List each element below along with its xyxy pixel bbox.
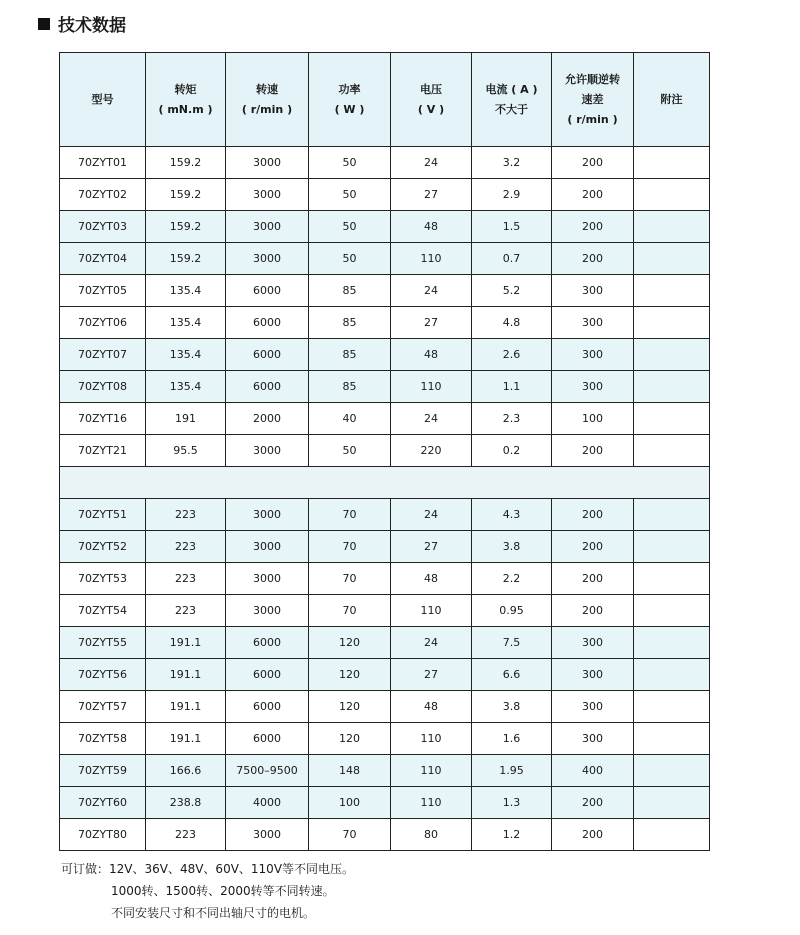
- cell-model: 70ZYT55: [60, 627, 146, 659]
- cell-remark: [634, 531, 710, 563]
- cell-current: 7.5: [472, 627, 552, 659]
- cell-speed: 3000: [226, 499, 309, 531]
- cell-voltage: 48: [391, 691, 472, 723]
- cell-speed: 3000: [226, 531, 309, 563]
- cell-torque: 223: [146, 499, 226, 531]
- cell-diff: 200: [552, 563, 634, 595]
- cell-model: 70ZYT06: [60, 307, 146, 339]
- cell-remark: [634, 595, 710, 627]
- cell-voltage: 110: [391, 755, 472, 787]
- header-torque: 转矩 ( mN.m ): [146, 53, 226, 147]
- cell-speed: 3000: [226, 243, 309, 275]
- header-power: 功率 ( W ): [309, 53, 391, 147]
- cell-diff: 200: [552, 243, 634, 275]
- cell-speed: 6000: [226, 307, 309, 339]
- table-body: [60, 147, 710, 851]
- section-title-text: 技术数据: [58, 16, 126, 36]
- cell-model: 70ZYT16: [60, 403, 146, 435]
- cell-voltage: 48: [391, 211, 472, 243]
- table-row: [60, 275, 710, 307]
- cell-model: 70ZYT60: [60, 787, 146, 819]
- cell-voltage: 48: [391, 339, 472, 371]
- cell-current: 2.2: [472, 563, 552, 595]
- cell-voltage: 24: [391, 147, 472, 179]
- cell-power: 85: [309, 371, 391, 403]
- cell-current: 1.95: [472, 755, 552, 787]
- cell-torque: 238.8: [146, 787, 226, 819]
- cell-speed: 6000: [226, 339, 309, 371]
- cell-diff: 300: [552, 627, 634, 659]
- table-row: [60, 563, 710, 595]
- cell-power: 120: [309, 723, 391, 755]
- cell-current: 1.2: [472, 819, 552, 851]
- cell-speed: 6000: [226, 723, 309, 755]
- table-row: [60, 595, 710, 627]
- cell-power: 50: [309, 211, 391, 243]
- cell-current: 3.8: [472, 531, 552, 563]
- cell-remark: [634, 243, 710, 275]
- table-row: [60, 531, 710, 563]
- table-row: [60, 339, 710, 371]
- cell-model: 70ZYT01: [60, 147, 146, 179]
- square-bullet-icon: [38, 18, 50, 30]
- table-row: [60, 691, 710, 723]
- cell-diff: 300: [552, 371, 634, 403]
- table-row: [60, 147, 710, 179]
- cell-current: 3.2: [472, 147, 552, 179]
- cell-voltage: 24: [391, 627, 472, 659]
- cell-voltage: 27: [391, 179, 472, 211]
- cell-diff: 200: [552, 787, 634, 819]
- cell-torque: 223: [146, 531, 226, 563]
- cell-model: 70ZYT52: [60, 531, 146, 563]
- cell-power: 70: [309, 595, 391, 627]
- cell-power: 70: [309, 531, 391, 563]
- table-row: [60, 755, 710, 787]
- header-speed-diff: 允许顺逆转 速差 ( r/min ): [552, 53, 634, 147]
- cell-voltage: 110: [391, 723, 472, 755]
- cell-torque: 166.6: [146, 755, 226, 787]
- cell-remark: [634, 339, 710, 371]
- cell-current: 0.95: [472, 595, 552, 627]
- table-row: [60, 627, 710, 659]
- cell-current: 2.3: [472, 403, 552, 435]
- cell-diff: 300: [552, 275, 634, 307]
- cell-speed: 6000: [226, 371, 309, 403]
- cell-model: 70ZYT08: [60, 371, 146, 403]
- cell-current: 0.7: [472, 243, 552, 275]
- cell-voltage: 110: [391, 371, 472, 403]
- cell-remark: [634, 659, 710, 691]
- cell-model: 70ZYT54: [60, 595, 146, 627]
- cell-voltage: 110: [391, 243, 472, 275]
- cell-power: 70: [309, 563, 391, 595]
- table-row: [60, 371, 710, 403]
- cell-power: 120: [309, 627, 391, 659]
- table-row: [60, 179, 710, 211]
- cell-torque: 191.1: [146, 627, 226, 659]
- table-row: [60, 819, 710, 851]
- cell-power: 120: [309, 691, 391, 723]
- cell-speed: 3000: [226, 147, 309, 179]
- cell-diff: 200: [552, 211, 634, 243]
- cell-power: 120: [309, 659, 391, 691]
- cell-model: 70ZYT80: [60, 819, 146, 851]
- cell-model: 70ZYT58: [60, 723, 146, 755]
- cell-diff: 200: [552, 595, 634, 627]
- cell-diff: 300: [552, 659, 634, 691]
- header-voltage: 电压 ( V ): [391, 53, 472, 147]
- note-line-2: 1000转、1500转、2000转等不同转速。: [111, 884, 335, 898]
- cell-current: 6.6: [472, 659, 552, 691]
- cell-current: 1.1: [472, 371, 552, 403]
- table-row: [60, 403, 710, 435]
- cell-speed: 4000: [226, 787, 309, 819]
- cell-voltage: 24: [391, 499, 472, 531]
- cell-power: 50: [309, 179, 391, 211]
- cell-voltage: 48: [391, 563, 472, 595]
- cell-torque: 159.2: [146, 179, 226, 211]
- cell-torque: 135.4: [146, 339, 226, 371]
- cell-diff: 200: [552, 819, 634, 851]
- cell-voltage: 80: [391, 819, 472, 851]
- cell-torque: 191.1: [146, 659, 226, 691]
- cell-speed: 6000: [226, 691, 309, 723]
- cell-torque: 159.2: [146, 211, 226, 243]
- cell-diff: 200: [552, 147, 634, 179]
- cell-diff: 200: [552, 499, 634, 531]
- cell-model: 70ZYT03: [60, 211, 146, 243]
- cell-model: 70ZYT57: [60, 691, 146, 723]
- cell-voltage: 27: [391, 531, 472, 563]
- cell-power: 100: [309, 787, 391, 819]
- cell-current: 1.3: [472, 787, 552, 819]
- cell-torque: 223: [146, 819, 226, 851]
- cell-power: 50: [309, 243, 391, 275]
- cell-speed: 3000: [226, 595, 309, 627]
- cell-current: 4.8: [472, 307, 552, 339]
- cell-remark: [634, 179, 710, 211]
- cell-current: 2.9: [472, 179, 552, 211]
- cell-diff: 400: [552, 755, 634, 787]
- cell-speed: 7500–9500: [226, 755, 309, 787]
- note-line-3: 不同安装尺寸和不同出轴尺寸的电机。: [111, 906, 316, 920]
- cell-remark: [634, 371, 710, 403]
- cell-remark: [634, 691, 710, 723]
- cell-remark: [634, 627, 710, 659]
- note-line-1: 可订做：12V、36V、48V、60V、110V等不同电压。: [61, 862, 355, 876]
- cell-remark: [634, 723, 710, 755]
- cell-diff: 300: [552, 339, 634, 371]
- cell-torque: 159.2: [146, 147, 226, 179]
- cell-remark: [634, 435, 710, 467]
- cell-power: 40: [309, 403, 391, 435]
- cell-speed: 3000: [226, 819, 309, 851]
- cell-power: 148: [309, 755, 391, 787]
- cell-power: 85: [309, 307, 391, 339]
- cell-diff: 100: [552, 403, 634, 435]
- cell-model: 70ZYT51: [60, 499, 146, 531]
- table-row: [60, 211, 710, 243]
- table-row: [60, 723, 710, 755]
- cell-model: 70ZYT59: [60, 755, 146, 787]
- table-row: [60, 659, 710, 691]
- cell-current: 1.5: [472, 211, 552, 243]
- cell-speed: 3000: [226, 179, 309, 211]
- cell-model: 70ZYT05: [60, 275, 146, 307]
- cell-torque: 223: [146, 595, 226, 627]
- cell-torque: 135.4: [146, 371, 226, 403]
- cell-torque: 135.4: [146, 307, 226, 339]
- cell-diff: 300: [552, 723, 634, 755]
- cell-current: 1.6: [472, 723, 552, 755]
- table-header-row: [60, 53, 710, 147]
- cell-voltage: 220: [391, 435, 472, 467]
- cell-model: 70ZYT02: [60, 179, 146, 211]
- custom-order-notes: [61, 858, 354, 924]
- cell-remark: [634, 307, 710, 339]
- cell-model: 70ZYT04: [60, 243, 146, 275]
- cell-remark: [634, 403, 710, 435]
- cell-diff: 300: [552, 691, 634, 723]
- cell-torque: 95.5: [146, 435, 226, 467]
- cell-power: 70: [309, 499, 391, 531]
- cell-torque: 135.4: [146, 275, 226, 307]
- separator-cell: [60, 467, 710, 499]
- cell-model: 70ZYT07: [60, 339, 146, 371]
- cell-voltage: 24: [391, 403, 472, 435]
- table-row: [60, 499, 710, 531]
- cell-current: 0.2: [472, 435, 552, 467]
- cell-power: 70: [309, 819, 391, 851]
- cell-remark: [634, 787, 710, 819]
- cell-power: 85: [309, 275, 391, 307]
- cell-power: 50: [309, 435, 391, 467]
- cell-current: 5.2: [472, 275, 552, 307]
- cell-torque: 191.1: [146, 723, 226, 755]
- cell-speed: 2000: [226, 403, 309, 435]
- cell-diff: 300: [552, 307, 634, 339]
- cell-voltage: 24: [391, 275, 472, 307]
- cell-speed: 6000: [226, 659, 309, 691]
- cell-remark: [634, 211, 710, 243]
- cell-speed: 3000: [226, 563, 309, 595]
- cell-remark: [634, 147, 710, 179]
- table-row: [60, 307, 710, 339]
- cell-power: 50: [309, 147, 391, 179]
- header-model: 型号: [60, 53, 146, 147]
- cell-speed: 3000: [226, 211, 309, 243]
- cell-speed: 3000: [226, 435, 309, 467]
- cell-speed: 6000: [226, 627, 309, 659]
- cell-remark: [634, 819, 710, 851]
- cell-speed: 6000: [226, 275, 309, 307]
- cell-voltage: 110: [391, 595, 472, 627]
- cell-remark: [634, 275, 710, 307]
- cell-power: 85: [309, 339, 391, 371]
- cell-current: 3.8: [472, 691, 552, 723]
- cell-model: 70ZYT53: [60, 563, 146, 595]
- header-speed: 转速 ( r/min ): [226, 53, 309, 147]
- cell-torque: 159.2: [146, 243, 226, 275]
- group-separator-row: [60, 467, 710, 499]
- header-remark: 附注: [634, 53, 710, 147]
- section-title: [38, 11, 126, 36]
- cell-voltage: 27: [391, 659, 472, 691]
- cell-torque: 191: [146, 403, 226, 435]
- table-row: [60, 787, 710, 819]
- table-row: [60, 435, 710, 467]
- cell-remark: [634, 755, 710, 787]
- cell-torque: 223: [146, 563, 226, 595]
- cell-remark: [634, 499, 710, 531]
- table-row: [60, 243, 710, 275]
- cell-torque: 191.1: [146, 691, 226, 723]
- cell-model: 70ZYT56: [60, 659, 146, 691]
- cell-diff: 200: [552, 435, 634, 467]
- cell-remark: [634, 563, 710, 595]
- cell-diff: 200: [552, 179, 634, 211]
- cell-current: 2.6: [472, 339, 552, 371]
- header-current: 电流 ( A ) 不大于: [472, 53, 552, 147]
- cell-model: 70ZYT21: [60, 435, 146, 467]
- cell-diff: 200: [552, 531, 634, 563]
- cell-voltage: 110: [391, 787, 472, 819]
- cell-voltage: 27: [391, 307, 472, 339]
- spec-table: [59, 52, 710, 851]
- cell-current: 4.3: [472, 499, 552, 531]
